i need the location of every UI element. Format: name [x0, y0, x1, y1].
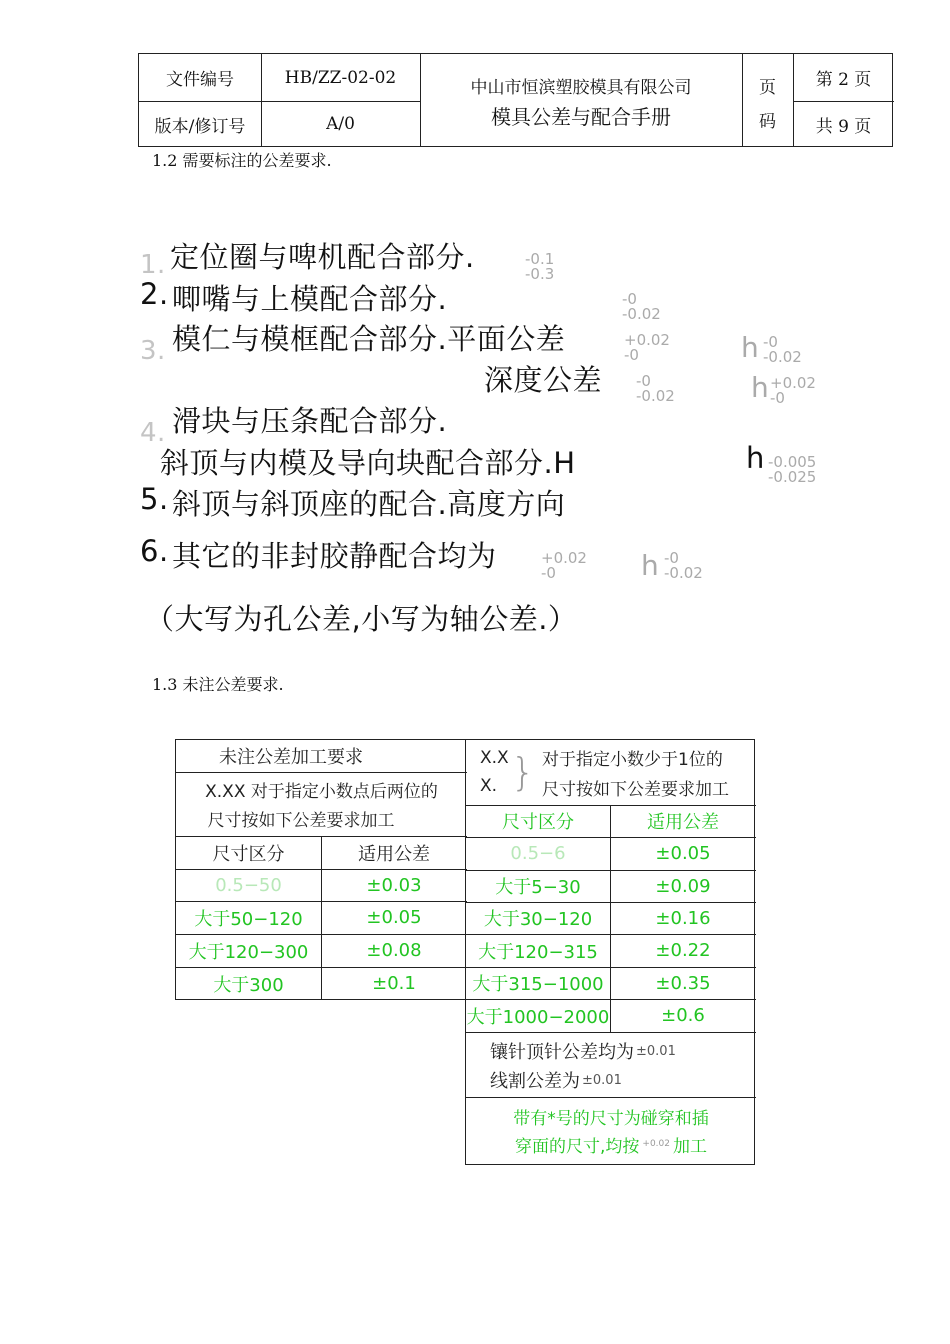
table-cell-tolerance: ±0.08: [366, 940, 422, 961]
page-label-1: 页: [759, 77, 776, 98]
tolerance-item: 滑块与压条配合部分.: [172, 404, 448, 438]
pin-tolerance-note: 镶针顶针公差均为 ±0.01: [490, 1042, 676, 1063]
shaft-symbol: h: [641, 549, 659, 582]
tolerance-item: 斜顶与内模及导向块配合部分.H: [160, 446, 576, 480]
doc-number-value: HB/ZZ-02-02: [284, 67, 397, 88]
format-x: X.: [480, 776, 498, 796]
shaft-symbol: h: [746, 441, 765, 475]
right-table-desc: 对于指定小数少于1位的: [542, 749, 723, 770]
page-total: 共 9 页: [815, 116, 872, 137]
table-cell-tolerance: ±0.05: [366, 907, 422, 928]
left-table-desc: X.XX 对于指定小数点后两位的: [205, 781, 438, 802]
item-number: 4.: [140, 418, 166, 448]
tolerance-item: 模仁与模框配合部分.平面公差: [172, 322, 566, 356]
column-header-tolerance: 适用公差: [358, 843, 430, 865]
version-label: 版本/修订号: [154, 116, 246, 137]
version-value: A/0: [326, 114, 355, 134]
item-number: 3.: [140, 336, 166, 366]
brace-symbol: }: [510, 750, 536, 794]
table-cell-range: 大于120−315: [478, 941, 598, 963]
table-cell-tolerance: ±0.22: [655, 940, 711, 961]
right-tolerance-table: [465, 739, 755, 1165]
doc-number-label: 文件编号: [166, 70, 234, 90]
table-cell-range: 大于300: [213, 974, 284, 996]
left-table-title: 未注公差加工要求: [219, 747, 363, 768]
right-table-desc: 尺寸按如下公差要求加工: [542, 779, 729, 800]
left-table-desc: 尺寸按如下公差要求加工: [207, 810, 395, 831]
company-name: 中山市恒滨塑胶模具有限公司: [470, 77, 692, 98]
tolerance-value: -0 -0.02: [763, 333, 802, 366]
item-number: 2.: [140, 277, 169, 311]
table-cell-range: 大于315−1000: [472, 974, 604, 995]
tolerance-item: 其它的非封胶静配合均为: [172, 539, 497, 573]
left-tolerance-table: [175, 739, 466, 1000]
table-cell-range: 大于120−300: [188, 941, 309, 963]
document-header-table: [138, 53, 893, 147]
header-divider: [742, 54, 743, 146]
tolerance-item: 斜顶与斜顶座的配合.高度方向: [172, 487, 566, 521]
section-heading-1-2: 1.2 需要标注的公差要求.: [152, 151, 332, 170]
column-header-tolerance: 适用公差: [647, 812, 719, 833]
item-number: 6.: [140, 534, 169, 568]
tolerance-value: -0.005 -0.025: [768, 453, 817, 486]
manual-title: 模具公差与配合手册: [491, 104, 671, 129]
tolerance-value: -0 -0.02: [636, 372, 675, 405]
tolerance-value: -0 -0.02: [622, 290, 661, 323]
column-header-range: 尺寸区分: [212, 843, 285, 865]
item-number: 5.: [140, 482, 169, 516]
table-cell-tolerance: ±0.09: [655, 875, 711, 897]
table-cell-range: 0.5−6: [510, 843, 566, 864]
column-header-range: 尺寸区分: [502, 812, 574, 833]
table-cell-tolerance: ±0.16: [655, 907, 711, 929]
table-cell-tolerance: ±0.1: [372, 973, 416, 994]
table-cell-tolerance: ±0.6: [661, 1005, 705, 1026]
tolerance-value: +0.02 -0: [770, 374, 816, 407]
table-cell-range: 大于50−120: [194, 908, 303, 930]
shaft-symbol: h: [751, 371, 769, 404]
table-cell-range: 大于30−120: [483, 909, 593, 930]
table-cell-range: 大于5−30: [495, 877, 581, 898]
table-cell-range: 大于1000−2000: [466, 1006, 610, 1028]
tolerance-item: 深度公差: [484, 363, 603, 397]
tolerance-value: -0 -0.02: [664, 549, 703, 582]
star-dimension-note: 穿面的尺寸,均按 +0.02 加工: [515, 1136, 707, 1157]
tolerance-value: +0.02 -0: [624, 331, 670, 364]
table-cell-tolerance: ±0.03: [366, 874, 422, 896]
tolerance-value: +0.02 -0: [541, 549, 587, 582]
table-cell-tolerance: ±0.05: [655, 843, 711, 864]
wire-cut-tolerance-note: 线割公差为 ±0.01: [490, 1071, 622, 1092]
table-cell-range: 0.5−50: [215, 874, 282, 896]
item-number: 1.: [140, 250, 166, 280]
shaft-symbol: h: [741, 331, 759, 364]
tolerance-item: 唧嘴与上模配合部分.: [172, 282, 448, 316]
section-heading-1-3: 1.3 未注公差要求.: [152, 675, 284, 694]
tolerance-item: 定位圈与啤机配合部分.: [170, 240, 475, 274]
format-xx: X.X: [480, 748, 509, 768]
table-cell-tolerance: ±0.35: [655, 972, 711, 994]
page-label-2: 码: [759, 111, 776, 132]
tolerance-value: -0.1 -0.3: [525, 250, 555, 283]
page-current: 第 2 页: [815, 70, 872, 90]
hole-shaft-note: （大写为孔公差,小写为轴公差.）: [145, 602, 578, 636]
star-dimension-note: 带有*号的尺寸为碰穿和插: [513, 1108, 709, 1129]
